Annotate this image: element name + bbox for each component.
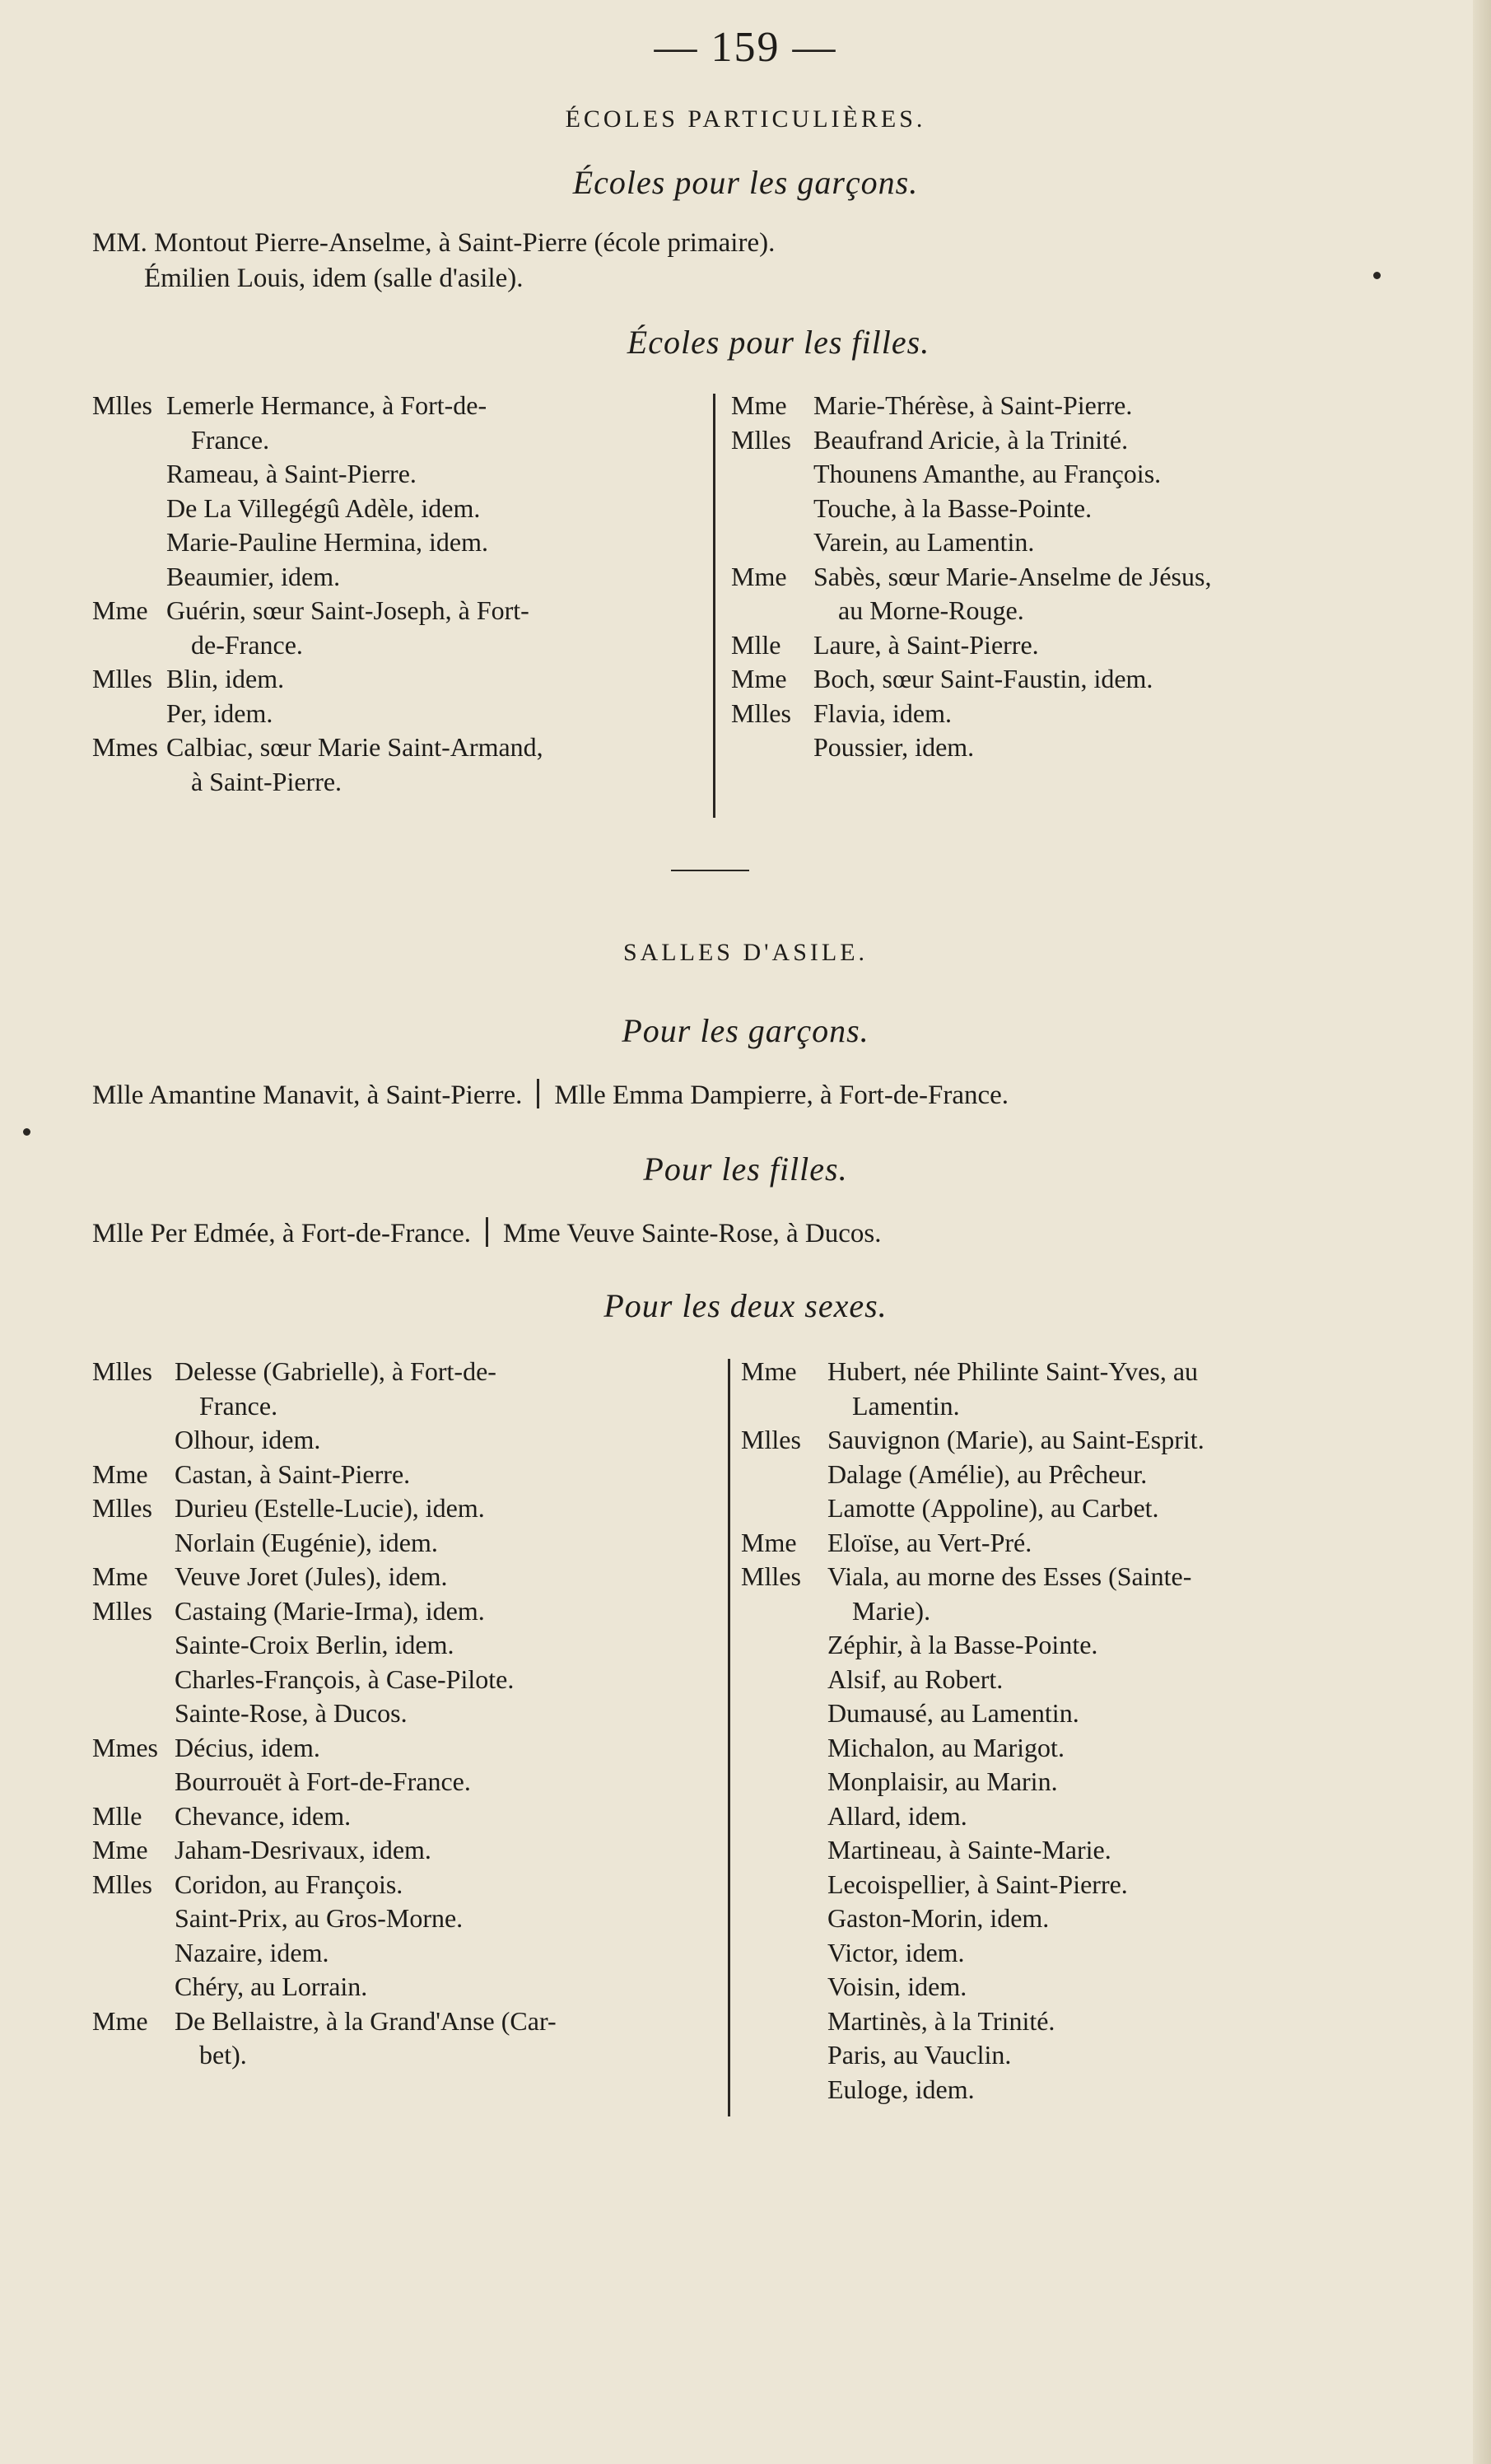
list-item — [741, 1355, 1465, 1389]
honorific-prefix: Mlles — [92, 1869, 152, 1899]
list-item — [92, 1389, 718, 1424]
list-item — [741, 1560, 1465, 1594]
entry-text: Lamentin. — [852, 1390, 960, 1421]
entry-text: Nazaire, idem. — [175, 1937, 329, 1967]
honorific-prefix: Mme — [92, 1835, 148, 1864]
honorific-prefix: Mme — [741, 1527, 797, 1557]
entry-text: Zéphir, à la Basse-Pointe. — [827, 1630, 1098, 1659]
entry-text: Saint-Prix, au Gros-Morne. — [175, 1903, 464, 1933]
entry-text: Alsif, au Robert. — [827, 1664, 1004, 1694]
entry-text: De La Villegégû Adèle, idem. — [166, 492, 481, 523]
entry-text: Beaumier, idem. — [166, 561, 341, 591]
honorific-prefix: Mme — [92, 1561, 148, 1591]
entry-text: Bourrouët à Fort-de-France. — [175, 1766, 471, 1796]
entry-text: Hubert, née Philinte Saint-Yves, au — [827, 1356, 1199, 1386]
list-item — [92, 1833, 718, 1868]
list-item — [92, 1696, 718, 1731]
entry-text: Martinès, à la Trinité. — [827, 2005, 1055, 2036]
entry-text: Veuve Joret (Jules), idem. — [175, 1561, 448, 1591]
entry-text: France. — [199, 1390, 278, 1421]
list-item — [741, 1799, 1465, 1834]
list-item — [741, 1628, 1465, 1663]
entry-text: Lemerle Hermance, à Fort-de- — [166, 390, 487, 420]
list-item — [92, 1731, 718, 1766]
entry-text: Sainte-Croix Berlin, idem. — [175, 1630, 454, 1659]
entry-text: Chéry, au Lorrain. — [175, 1972, 368, 2001]
boys-school-line-2: Émilien Louis, idem (salle d'asile). — [144, 264, 524, 293]
list-item — [92, 423, 706, 458]
entry-text: Eloïse, au Vert-Pré. — [827, 1527, 1032, 1557]
list-item — [92, 2038, 718, 2073]
list-item — [741, 1970, 1465, 2004]
entry-text: Allard, idem. — [827, 1800, 967, 1831]
list-item — [731, 730, 1456, 765]
entry-text: Castaing (Marie-Irma), idem. — [175, 1595, 485, 1626]
entry-text: Dalage (Amélie), au Prêcheur. — [827, 1458, 1148, 1489]
honorific-prefix: Mme — [92, 1458, 148, 1489]
entry-text: Thounens Amanthe, au François. — [813, 459, 1162, 488]
honorific-prefix: Mlles — [731, 698, 791, 728]
entry-text: Marie). — [852, 1595, 931, 1626]
entry-text: Lamotte (Appoline), au Carbet. — [827, 1493, 1159, 1523]
entry-text: Paris, au Vauclin. — [827, 2040, 1012, 2070]
ink-dot — [1373, 272, 1381, 279]
entry-text: Sainte-Rose, à Ducos. — [175, 1698, 408, 1728]
list-item — [92, 697, 706, 731]
asylum-both-heading: Pour les deux sexes. — [603, 1287, 888, 1324]
entry-text: Laure, à Saint-Pierre. — [813, 629, 1039, 660]
entry-text: Jaham-Desrivaux, idem. — [175, 1835, 431, 1864]
list-item — [731, 697, 1456, 731]
asylum-boys-heading: Pour les garçons. — [622, 1012, 869, 1049]
list-item — [92, 1560, 718, 1594]
honorific-prefix: Mlles — [92, 390, 152, 420]
entry-text: Calbiac, sœur Marie Saint-Armand, — [166, 732, 543, 762]
page-number: — 159 — — [654, 24, 837, 71]
list-item — [92, 1936, 718, 1971]
page-edge — [1473, 0, 1491, 2464]
list-item — [741, 1936, 1465, 1971]
asylum-girls-heading: Pour les filles. — [643, 1150, 848, 1188]
asylum-title: SALLES D'ASILE. — [622, 939, 869, 966]
entry-text: Sabès, sœur Marie-Anselme de Jésus, — [813, 561, 1212, 591]
list-item — [741, 1868, 1465, 1902]
column-rule — [728, 1359, 730, 2116]
list-item — [741, 1663, 1465, 1697]
honorific-prefix: Mme — [731, 390, 787, 420]
list-item — [731, 389, 1456, 423]
list-item — [92, 560, 706, 595]
entry-text: Charles-François, à Case-Pilote. — [175, 1664, 515, 1694]
list-item — [92, 662, 706, 697]
honorific-prefix: Mlles — [92, 1493, 152, 1523]
entry-text: Monplaisir, au Marin. — [827, 1766, 1058, 1796]
list-item — [731, 560, 1456, 595]
entry-text: Sauvignon (Marie), au Saint-Esprit. — [827, 1425, 1204, 1454]
list-item — [731, 662, 1456, 697]
entry-text: Lecoispellier, à Saint-Pierre. — [827, 1869, 1128, 1899]
entry-text: Durieu (Estelle-Lucie), idem. — [175, 1493, 485, 1523]
entry-text: Dumausé, au Lamentin. — [827, 1698, 1079, 1728]
column-rule — [713, 394, 715, 818]
asylum-both-left-column — [92, 1355, 718, 2073]
list-item — [92, 1628, 718, 1663]
list-item — [731, 423, 1456, 458]
list-item — [731, 594, 1456, 628]
honorific-prefix: Mmes — [92, 1732, 158, 1762]
entry-text: France. — [191, 424, 270, 455]
list-item — [741, 1526, 1465, 1561]
honorific-prefix: Mme — [731, 561, 787, 591]
honorific-prefix: Mlles — [92, 1356, 152, 1386]
section-divider — [671, 870, 749, 871]
boys-school-line-1: MM. Montout Pierre-Anselme, à Saint-Pierre (école primaire). — [92, 228, 776, 258]
list-item — [731, 457, 1456, 492]
list-item — [92, 1663, 718, 1697]
list-item — [92, 1526, 718, 1561]
entry-text: Guérin, sœur Saint-Joseph, à Fort- — [166, 595, 529, 625]
asylum-both-right-column — [741, 1355, 1465, 2107]
list-item — [92, 628, 706, 663]
entry-text: Norlain (Eugénie), idem. — [175, 1527, 438, 1557]
list-item — [92, 1799, 718, 1834]
entry-text: Voisin, idem. — [827, 1972, 967, 2001]
asylum-boys-line — [92, 1079, 1009, 1112]
ink-dot — [23, 1128, 30, 1136]
list-item — [741, 1833, 1465, 1868]
entry-text: De Bellaistre, à la Grand'Anse (Car- — [175, 2005, 557, 2036]
girls-schools-left-column — [92, 389, 706, 799]
entry-text: Castan, à Saint-Pierre. — [175, 1458, 411, 1489]
list-item — [92, 389, 706, 423]
section-title: ÉCOLES PARTICULIÈRES. — [565, 105, 926, 133]
honorific-prefix: Mlles — [92, 1595, 152, 1626]
entry-text: Touche, à la Basse-Pointe. — [813, 492, 1093, 523]
entry-text: Delesse (Gabrielle), à Fort-de- — [175, 1356, 496, 1386]
girls-schools-right-column — [731, 389, 1456, 765]
entry-text: bet). — [199, 2040, 247, 2070]
list-item — [92, 1458, 718, 1492]
entry-text: Gaston-Morin, idem. — [827, 1903, 1050, 1933]
list-item — [92, 1355, 718, 1389]
entry-text: Chevance, idem. — [175, 1800, 352, 1831]
list-item — [741, 1731, 1465, 1766]
entry-text: Euloge, idem. — [827, 2074, 975, 2104]
entry-text: Victor, idem. — [827, 1937, 965, 1967]
list-item — [731, 492, 1456, 526]
honorific-prefix: Mme — [731, 664, 787, 693]
honorific-prefix: Mlle — [92, 1800, 142, 1831]
honorific-prefix: Mme — [741, 1356, 797, 1386]
list-item — [92, 1902, 718, 1936]
list-item — [741, 1696, 1465, 1731]
list-item — [741, 2038, 1465, 2073]
girls-schools-heading: Écoles pour les filles. — [627, 324, 930, 361]
list-item — [92, 765, 706, 800]
asylum-boys-right: Mlle Emma Dampierre, à Fort-de-France. — [554, 1080, 1009, 1110]
list-item — [741, 2073, 1465, 2107]
list-item — [731, 525, 1456, 560]
inline-divider — [486, 1217, 488, 1247]
entry-text: Olhour, idem. — [175, 1425, 321, 1454]
entry-text: Per, idem. — [166, 698, 273, 728]
honorific-prefix: Mme — [92, 2005, 148, 2036]
honorific-prefix: Mlle — [731, 629, 781, 660]
list-item — [92, 457, 706, 492]
list-item — [741, 1423, 1465, 1458]
honorific-prefix: Mlles — [92, 664, 152, 693]
entry-text: Blin, idem. — [166, 664, 285, 693]
entry-text: Beaufrand Aricie, à la Trinité. — [813, 424, 1129, 455]
entry-text: Flavia, idem. — [813, 698, 952, 728]
list-item — [92, 2004, 718, 2039]
list-item — [741, 1902, 1465, 1936]
entry-text: Rameau, à Saint-Pierre. — [166, 459, 417, 488]
list-item — [92, 1491, 718, 1526]
entry-text: au Morne-Rouge. — [838, 595, 1024, 625]
list-item — [741, 1594, 1465, 1629]
honorific-prefix: Mlles — [741, 1425, 801, 1454]
entry-text: Décius, idem. — [175, 1732, 320, 1762]
list-item — [92, 1868, 718, 1902]
list-item — [741, 1765, 1465, 1799]
entry-text: Coridon, au François. — [175, 1869, 403, 1899]
list-item — [92, 1765, 718, 1799]
entry-text: Martineau, à Sainte-Marie. — [827, 1835, 1111, 1864]
list-item — [92, 1594, 718, 1629]
list-item — [92, 1970, 718, 2004]
asylum-boys-left: Mlle Amantine Manavit, à Saint-Pierre. — [92, 1080, 523, 1110]
honorific-prefix: Mlles — [731, 424, 791, 455]
entry-text: de-France. — [191, 629, 303, 660]
list-item — [741, 1491, 1465, 1526]
asylum-girls-line — [92, 1217, 882, 1250]
asylum-girls-left: Mlle Per Edmée, à Fort-de-France. — [92, 1219, 472, 1248]
honorific-prefix: Mlles — [741, 1561, 801, 1591]
entry-text: Varein, au Lamentin. — [813, 527, 1035, 557]
entry-text: Boch, sœur Saint-Faustin, idem. — [813, 664, 1153, 693]
list-item — [92, 492, 706, 526]
list-item — [92, 594, 706, 628]
entry-text: Poussier, idem. — [813, 732, 975, 762]
entry-text: à Saint-Pierre. — [191, 766, 342, 796]
boys-schools-heading: Écoles pour les garçons. — [572, 164, 919, 201]
entry-text: Viala, au morne des Esses (Sainte- — [827, 1561, 1192, 1591]
list-item — [731, 628, 1456, 663]
honorific-prefix: Mmes — [92, 732, 158, 762]
inline-divider — [537, 1079, 539, 1108]
entry-text: Michalon, au Marigot. — [827, 1732, 1065, 1762]
list-item — [741, 1458, 1465, 1492]
list-item — [92, 1423, 718, 1458]
entry-text: Marie-Pauline Hermina, idem. — [166, 527, 488, 557]
list-item — [741, 1389, 1465, 1424]
list-item — [92, 525, 706, 560]
list-item — [92, 730, 706, 765]
honorific-prefix: Mme — [92, 595, 148, 625]
entry-text: Marie-Thérèse, à Saint-Pierre. — [813, 390, 1133, 420]
asylum-girls-right: Mme Veuve Sainte-Rose, à Ducos. — [503, 1219, 882, 1248]
list-item — [741, 2004, 1465, 2039]
